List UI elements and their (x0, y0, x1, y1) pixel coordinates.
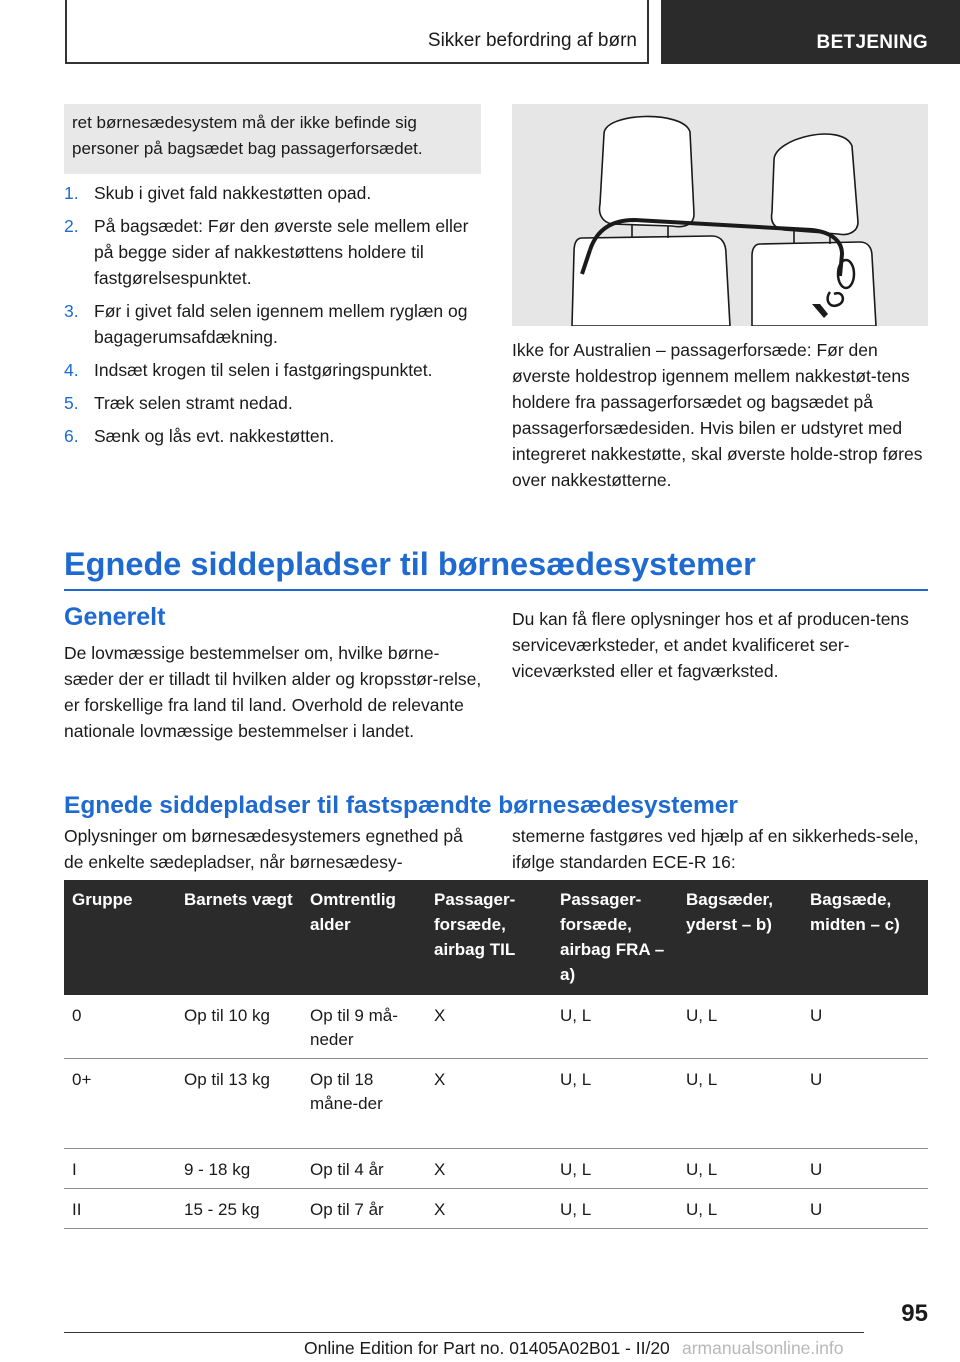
table-cell: X (426, 1149, 552, 1189)
table-cell: 9 - 18 kg (176, 1149, 302, 1189)
column-header: Barnets vægt (176, 880, 302, 995)
step-number: 1. (64, 183, 79, 203)
column-header: Bagsæder, yderst – b) (678, 880, 802, 995)
step-item (64, 390, 484, 416)
step-item (64, 298, 484, 350)
table-cell: 0 (64, 995, 176, 1059)
instruction-steps (64, 180, 484, 456)
step-number: 5. (64, 393, 79, 413)
table-cell: U, L (678, 1189, 802, 1229)
table-cell: U (802, 1189, 928, 1229)
table-cell: U, L (678, 1059, 802, 1149)
figure-caption: Ikke for Australien – passagerforsæde: Før den øverste holdestrop igennem mellem nakkestøt-tens holdere fra passagerforsædet og bagsædet på passagerforsædesiden. Hvis bilen er udstyret med integreret nakkestøtte, skal øverste holde-strop føres over nakkestøtterne. (512, 340, 923, 490)
headrest-strap-drawing (512, 104, 928, 326)
step-item (64, 423, 484, 449)
chapter-title: Sikker befordring af børn (427, 30, 637, 51)
service-paragraph: Du kan få flere oplysninger hos et af producen-tens serviceværksteder, et andet kvalificeret ser-viceværksted eller et fagværksted. (512, 609, 909, 681)
step-number: 6. (64, 426, 79, 446)
table-row (64, 995, 928, 1059)
section-label: BETJENING (816, 32, 928, 53)
column-header: Passager-forsæde, airbag FRA – a) (552, 880, 678, 995)
table-cell: I (64, 1149, 176, 1189)
table-header-row (64, 880, 928, 995)
table-cell: Op til 4 år (302, 1149, 426, 1189)
column-header: Bagsæde, midten – c) (802, 880, 928, 995)
suitability-paragraph-left: Oplysninger om børnesædesystemers egnethed på de enkelte sædepladser, når børnesædesy- (64, 826, 463, 872)
table-cell: Op til 9 må-neder (302, 995, 426, 1059)
table-cell: U, L (552, 1059, 678, 1149)
step-text: Sænk og lås evt. nakkestøtten. (94, 426, 335, 446)
step-text: Før i givet fald selen igennem mellem ryglæn og bagagerumsafdækning. (94, 301, 468, 347)
header-chapter-box (65, 0, 649, 64)
step-text: Træk selen stramt nedad. (94, 393, 293, 413)
table-cell: 0+ (64, 1059, 176, 1149)
step-text: Indsæt krogen til selen i fastgøringspunktet. (94, 360, 433, 380)
step-text: På bagsædet: Før den øverste sele mellem eller på begge sider af nakkestøttens holdere til fastgørelsespunktet. (94, 216, 469, 288)
note-text: ret børnesædesystem må der ikke befinde sig personer på bagsædet bag passagerforsædet. (72, 113, 423, 158)
step-item (64, 213, 484, 291)
page-number: 95 (901, 1300, 928, 1327)
column-header: Passager-forsæde, airbag TIL (426, 880, 552, 995)
header-section-tab (661, 0, 960, 64)
table-row (64, 1059, 928, 1149)
table-cell: U (802, 995, 928, 1059)
table-cell: U, L (552, 995, 678, 1059)
table-cell: Op til 18 måne-der (302, 1059, 426, 1149)
warning-note (64, 104, 481, 174)
step-number: 4. (64, 360, 79, 380)
step-number: 3. (64, 301, 79, 321)
table-cell: U, L (552, 1189, 678, 1229)
edition-text: Online Edition for Part no. 01405A02B01 - II/20 (304, 1338, 670, 1358)
table-cell: II (64, 1189, 176, 1229)
heading-divider (64, 589, 928, 591)
table-cell: U (802, 1059, 928, 1149)
section-heading: Egnede siddepladser til børnesædesystemer (64, 546, 756, 582)
table-cell: Op til 7 år (302, 1189, 426, 1229)
table-row (64, 1149, 928, 1189)
step-item (64, 357, 484, 383)
suitability-paragraph-right: stemerne fastgøres ved hjælp af en sikkerheds-sele, ifølge standarden ECE-R 16: (512, 826, 919, 872)
table-cell: U (802, 1149, 928, 1189)
table-cell: U, L (678, 995, 802, 1059)
step-item (64, 180, 484, 206)
table-cell: 15 - 25 kg (176, 1189, 302, 1229)
subsection-heading: Generelt (64, 603, 166, 631)
general-paragraph: De lovmæssige bestemmelser om, hvilke børne-sæder der er tilladt til hvilken alder og kropsstør-relse, er forskellige fra land til land. Overhold de relevante nationale lovmæssige bestemmelser i landet. (64, 643, 482, 741)
footer-divider (64, 1332, 864, 1333)
step-number: 2. (64, 216, 79, 236)
table-cell: Op til 13 kg (176, 1059, 302, 1149)
column-header: Gruppe (64, 880, 176, 995)
table-row (64, 1189, 928, 1229)
watermark: armanualsonline.info (682, 1338, 844, 1358)
table-cell: Op til 10 kg (176, 995, 302, 1059)
table-cell: X (426, 1059, 552, 1149)
table-cell: U, L (678, 1149, 802, 1189)
table-cell: U, L (552, 1149, 678, 1189)
table-cell: X (426, 995, 552, 1059)
column-header: Omtrentlig alder (302, 880, 426, 995)
step-text: Skub i givet fald nakkestøtten opad. (94, 183, 372, 203)
seat-suitability-heading: Egnede siddepladser til fastspændte børnesædesystemer (64, 792, 738, 819)
table-cell: X (426, 1189, 552, 1229)
seat-suitability-table (64, 880, 928, 1229)
headrest-strap-illustration (512, 104, 928, 326)
